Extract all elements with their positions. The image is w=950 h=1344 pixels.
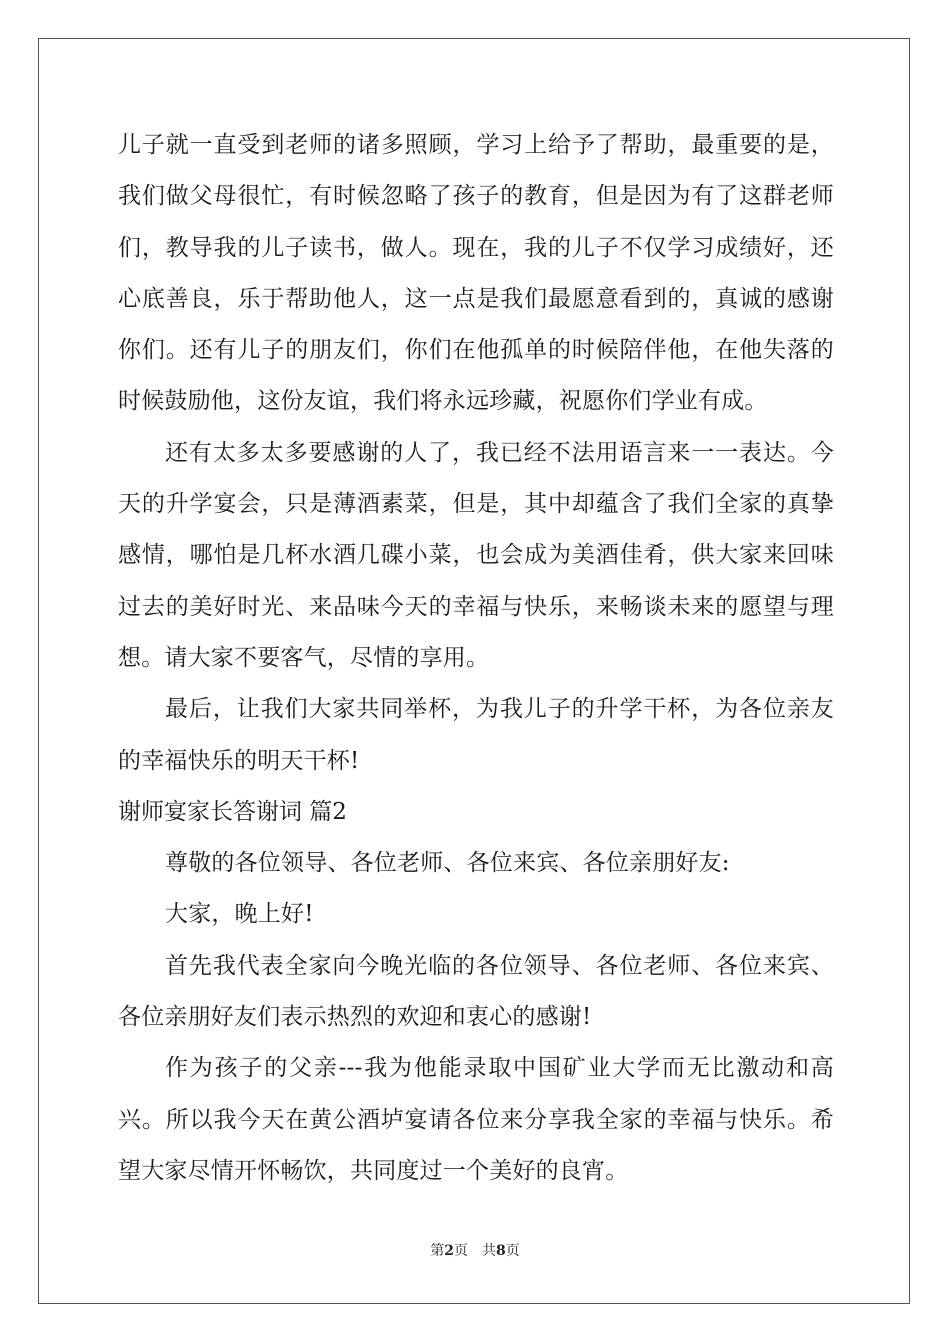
total-suffix: 页	[505, 1243, 520, 1259]
paragraph-line: 过去的美好时光、来品味今天的幸福与快乐，来畅谈未来的愿望与理	[118, 593, 834, 620]
paragraph-line: 时候鼓励他，这份友谊，我们将永远珍藏，祝愿你们学业有成。	[118, 388, 768, 415]
page-prefix: 第	[430, 1243, 445, 1259]
paragraph-line: 儿子就一直受到老师的诸多照顾，学习上给予了帮助，最重要的是，	[118, 132, 834, 158]
paragraph-line: 作为孩子的父亲---我为他能录取中国矿业大学而无比激动和高	[165, 1055, 834, 1082]
paragraph-line: 想。请大家不要客气，尽情的享用。	[118, 644, 490, 671]
paragraph-line: 尊敬的各位领导、各位老师、各位来宾、各位亲朋好友:	[165, 850, 730, 877]
paragraph-line: 感情，哪怕是几杯水酒几碟小菜，也会成为美酒佳肴，供大家来回味	[118, 542, 834, 569]
paragraph-line: 各位亲朋好友们表示热烈的欢迎和衷心的感谢!	[118, 1004, 592, 1031]
paragraph-line: 还有太多太多要感谢的人了，我已经不法用语言来一一表达。今	[165, 439, 834, 466]
section-heading: 谢师宴家长答谢词 篇2	[118, 798, 347, 825]
current-page-number: 2	[444, 1243, 454, 1259]
paragraph-line: 最后，让我们大家共同举杯，为我儿子的升学干杯，为各位亲友	[165, 696, 834, 723]
paragraph-line: 望大家尽情开怀畅饮，共同度过一个美好的良宵。	[118, 1157, 629, 1184]
document-body	[118, 120, 834, 1197]
paragraph-line: 大家，晚上好!	[165, 901, 314, 928]
paragraph-line: 兴。所以我今天在黄公酒垆宴请各位来分享我全家的幸福与快乐。希	[118, 1106, 834, 1133]
paragraph-line: 首先我代表全家向今晚光临的各位领导、各位老师、各位来宾、	[165, 952, 834, 979]
paragraph-line: 我们做父母很忙，有时候忽略了孩子的教育，但是因为有了这群老师	[118, 183, 834, 210]
page-suffix: 页	[454, 1243, 468, 1259]
paragraph-line: 天的升学宴会，只是薄酒素菜，但是，其中却蕴含了我们全家的真挚	[118, 491, 834, 518]
paragraph-line: 心底善良，乐于帮助他人，这一点是我们最愿意看到的，真诚的感谢	[118, 285, 834, 312]
page-footer	[0, 1242, 950, 1260]
paragraph-line: 你们。还有儿子的朋友们，你们在他孤单的时候陪伴他，在他失落的	[118, 337, 834, 364]
paragraph-line: 的幸福快乐的明天干杯!	[118, 747, 360, 774]
total-page-number: 8	[496, 1243, 506, 1259]
paragraph-line: 们，教导我的儿子读书，做人。现在，我的儿子不仅学习成绩好，还	[118, 234, 834, 261]
total-prefix: 共	[482, 1243, 496, 1259]
